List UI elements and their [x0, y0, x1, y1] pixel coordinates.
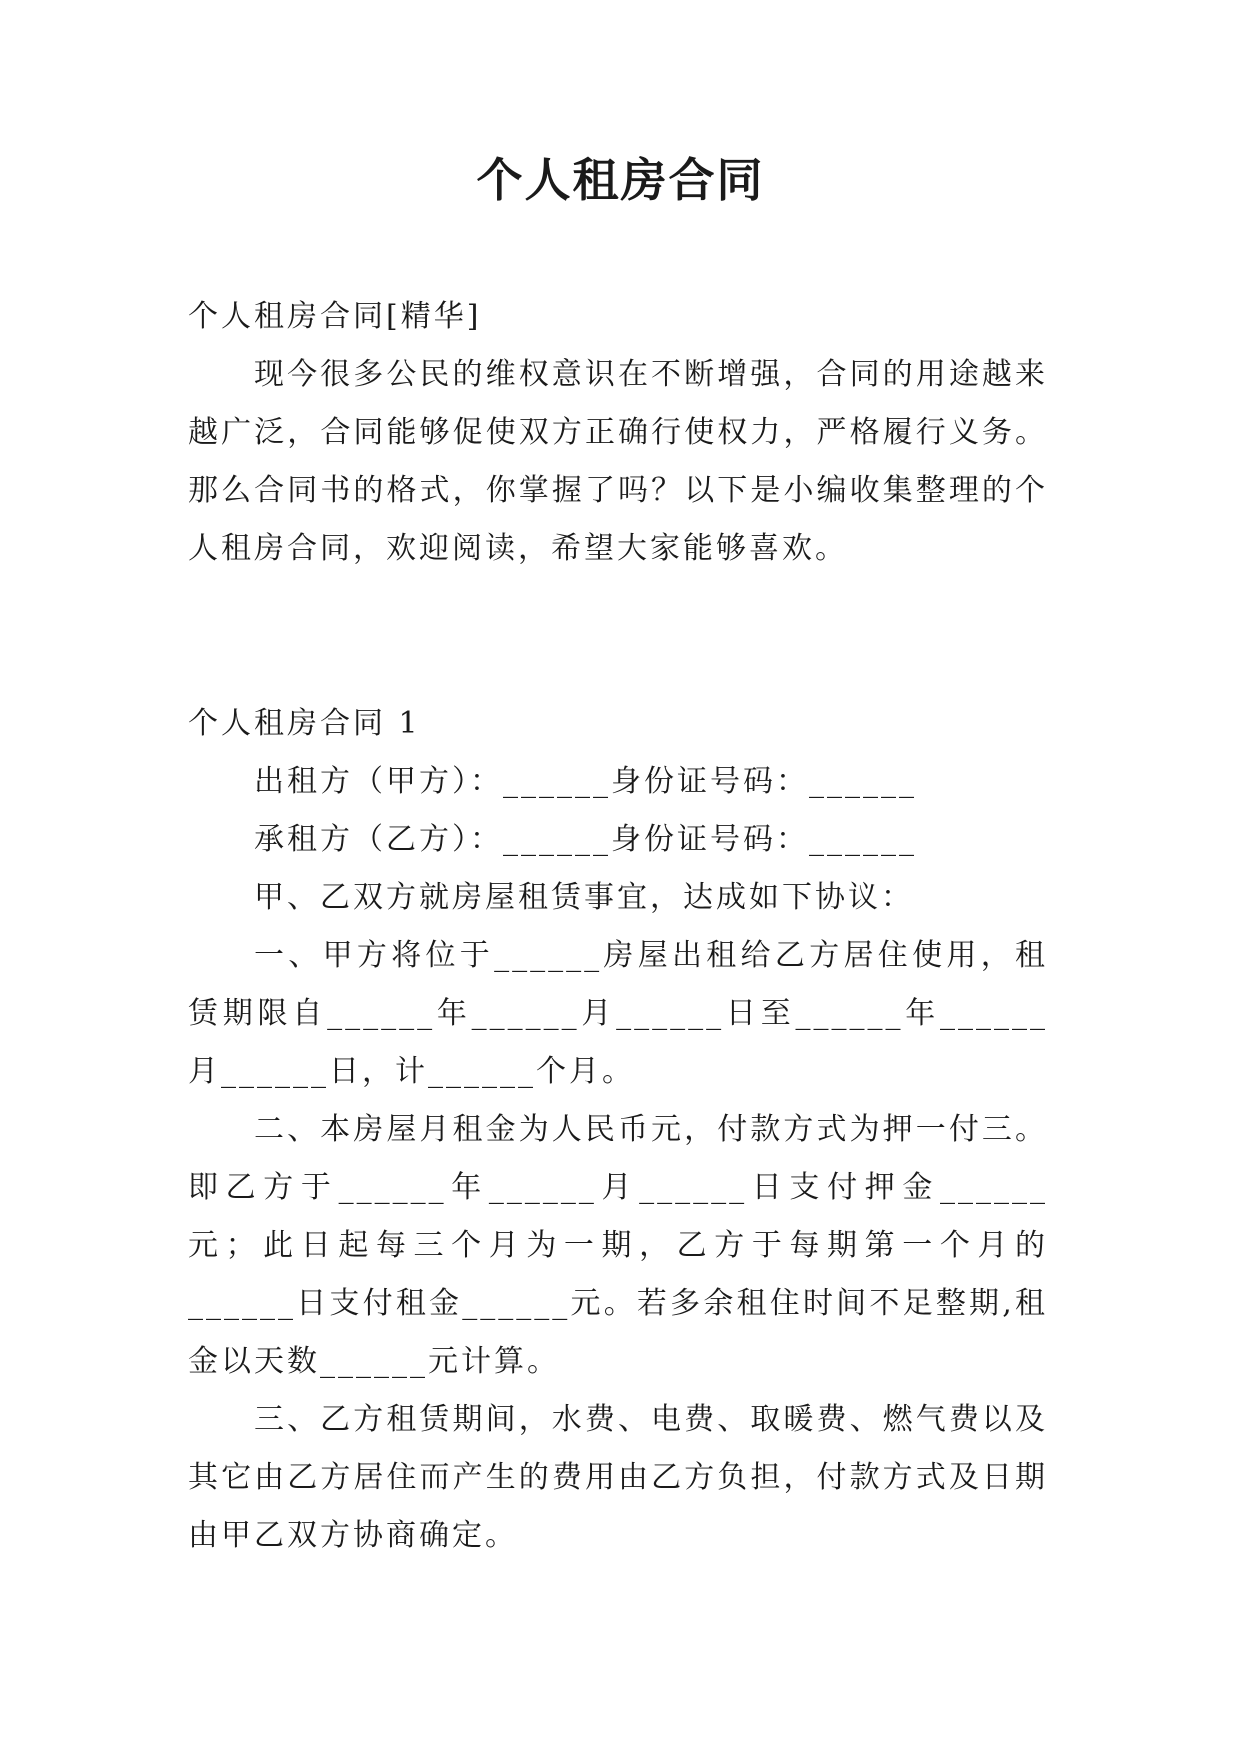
- intro-subtitle: 个人租房合同[精华]: [188, 299, 482, 334]
- contract-heading: 个人租房合同 1: [188, 706, 421, 741]
- intro-paragraph: 现今很多公民的维权意识在不断增强，合同的用途越来越广泛，合同能够促使双方正确行使权力，严格履行义务。那么合同书的格式，你掌握了吗？以下是小编收集整理的个人租房合同，欢迎阅读，希望大家能够喜欢。: [188, 357, 1048, 566]
- lessee-line: 承租方（乙方）：______身份证号码：______: [254, 822, 917, 857]
- agreement-line: 甲、乙双方就房屋租赁事宜，达成如下协议：: [254, 880, 914, 915]
- clause-1: 一、甲方将位于______房屋出租给乙方居住使用，租赁期限自______年______月______日至______年______月______日，计______个月。: [188, 938, 1048, 1089]
- document-title: 个人租房合同: [476, 153, 765, 207]
- clause-3: 三、乙方租赁期间，水费、电费、取暖费、燃气费以及其它由乙方居住而产生的费用由乙方负担，付款方式及日期由甲乙双方协商确定。: [188, 1402, 1048, 1553]
- intro-section: [188, 288, 1048, 578]
- clause-2: 二、本房屋月租金为人民币元，付款方式为押一付三。即乙方于______年______月______日支付押金______元；此日起每三个月为一期，乙方于每期第一个月的______日支付租金______元。若多余租住时间不足整期,租金以天数______元计算。: [188, 1112, 1048, 1379]
- lessor-line: 出租方（甲方）：______身份证号码：______: [254, 764, 917, 799]
- contract-section: [188, 695, 1048, 1565]
